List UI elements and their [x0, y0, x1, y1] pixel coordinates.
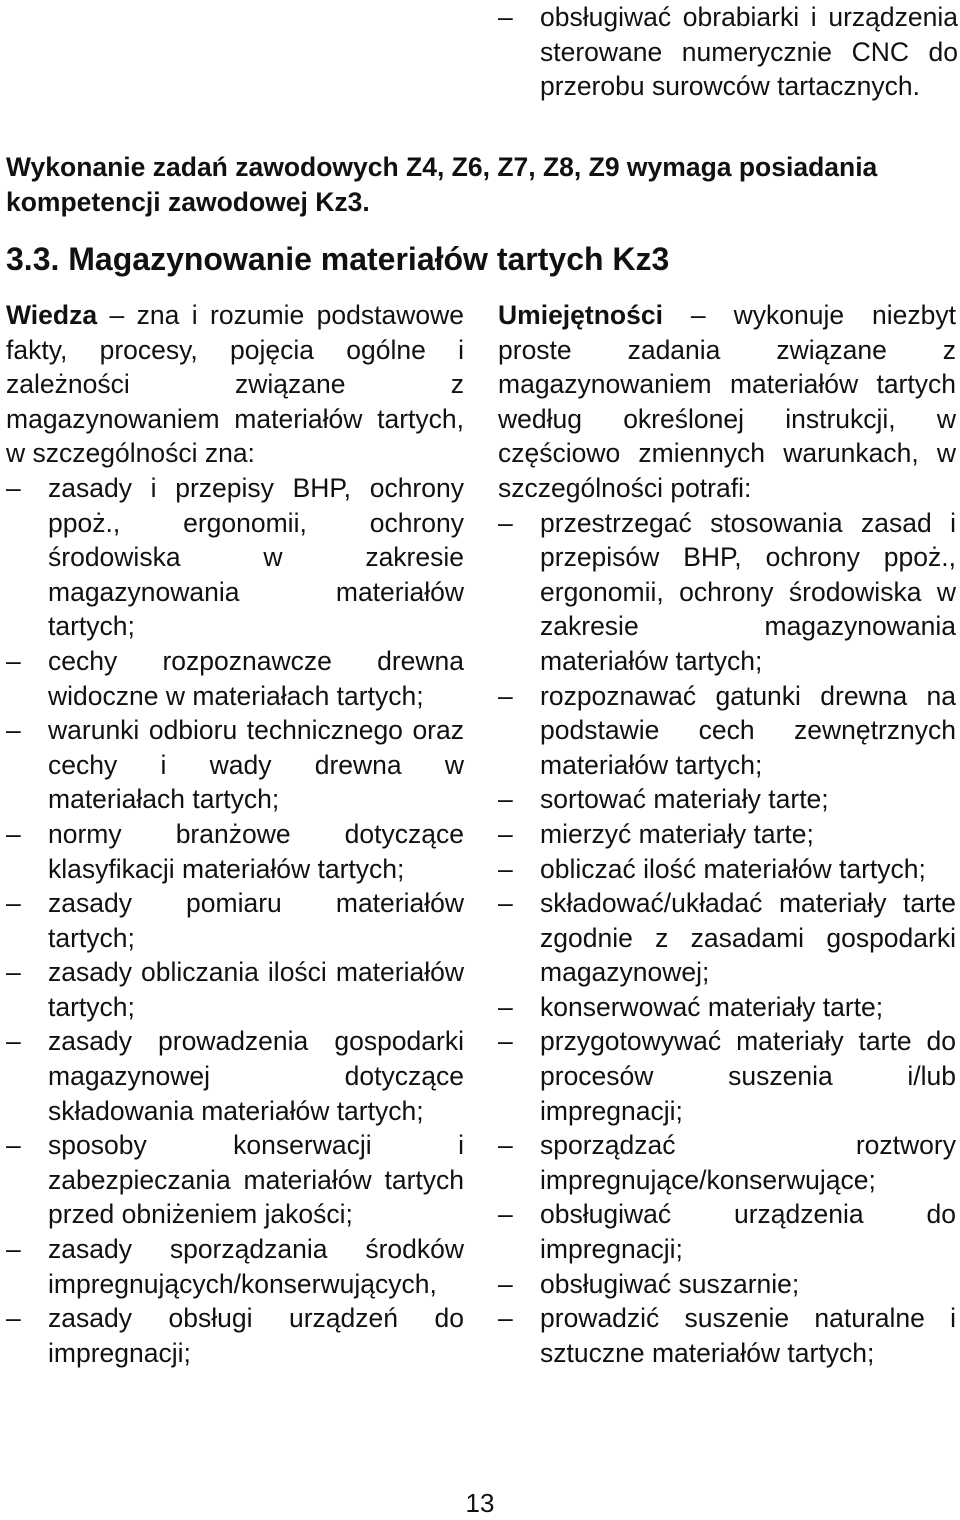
list-item-text: zasady sporządzania środków impregnujących/konserwujących, — [48, 1234, 464, 1299]
list-item — [6, 1128, 464, 1232]
list-item — [6, 955, 464, 1024]
dash-bullet: – — [498, 1130, 513, 1161]
list-item — [498, 1197, 956, 1266]
list-item-text: składować/układać materiały tarte zgodnie z zasadami gospodarki magazynowej; — [540, 888, 956, 988]
list-item — [6, 471, 464, 644]
list-item-text: zasady prowadzenia gospodarki magazynowej dotyczące składowania materiałów tartych; — [48, 1026, 464, 1126]
list-item — [6, 886, 464, 955]
knowledge-intro-text: zna i rozumie podstawowe fakty, procesy, pojęcia ogólne i zależności związane z magazynowaniem materiałów tartych, w szczególności zna: — [6, 300, 464, 469]
section-heading: 3.3. Magazynowanie materiałów tartych Kz3 — [6, 241, 670, 277]
list-item — [498, 1267, 956, 1302]
skills-intro — [498, 298, 956, 506]
list-item — [6, 817, 464, 886]
dash-bullet: – — [6, 957, 21, 988]
skills-list — [498, 506, 956, 1371]
requirement-sentence: Wykonanie zadań zawodowych Z4, Z6, Z7, Z8, Z9 wymaga posiadania kompetencji zawodowej Kz3. — [6, 152, 878, 217]
dash-bullet: – — [6, 645, 21, 676]
list-item-text: normy branżowe dotyczące klasyfikacji materiałów tartych; — [48, 818, 464, 884]
list-item — [6, 644, 464, 713]
dash-bullet: – — [6, 1303, 21, 1334]
list-item-text: mierzyć materiały tarte; — [540, 818, 814, 849]
list-item — [498, 990, 956, 1025]
list-item — [498, 852, 956, 887]
list-item — [498, 679, 956, 783]
list-item — [498, 0, 958, 104]
dash-bullet: – — [498, 818, 513, 849]
list-item — [498, 782, 956, 817]
dash-bullet: – — [498, 680, 513, 711]
list-item-text: cechy rozpoznawcze drewna widoczne w materiałach tartych; — [48, 645, 464, 711]
dash-bullet: – — [6, 1130, 21, 1161]
dash-bullet: – — [6, 818, 21, 849]
top-list — [498, 0, 958, 104]
dash-bullet: – — [498, 1199, 513, 1230]
dash-bullet: – — [498, 507, 513, 538]
list-item — [6, 1301, 464, 1370]
dash-bullet: – — [498, 853, 513, 884]
dash-bullet: – — [498, 784, 513, 815]
knowledge-list — [6, 471, 464, 1370]
list-item — [6, 713, 464, 817]
list-item — [498, 886, 956, 990]
list-item-text: zasady pomiaru materiałów tartych; — [48, 888, 464, 953]
list-item — [6, 1024, 464, 1128]
list-item-text: zasady obsługi urządzeń do impregnacji; — [48, 1303, 464, 1368]
skills-column — [498, 298, 956, 1370]
dash-bullet: – — [6, 1026, 21, 1057]
list-item-text: prowadzić suszenie naturalne i sztuczne materiałów tartych; — [540, 1303, 956, 1368]
knowledge-intro — [6, 298, 464, 471]
dash-bullet: – — [6, 472, 21, 503]
list-item-text: sporządzać roztwory impregnujące/konserwujące; — [540, 1130, 956, 1195]
list-item-text: sposoby konserwacji i zabezpieczania materiałów tartych przed obniżeniem jakości; — [48, 1130, 464, 1230]
dash-bullet: – — [498, 1268, 513, 1299]
list-item-text: obliczać ilość materiałów tartych; — [540, 853, 926, 884]
list-item-text: obsługiwać suszarnie; — [540, 1268, 800, 1299]
list-item — [6, 1232, 464, 1301]
list-item — [498, 1024, 956, 1128]
skills-intro-text: wykonuje niezbyt proste zadania związane z magazynowaniem materiałów tartych według określonej instrukcji, w częściowo zmiennych warunkach, w szczególności potrafi: — [498, 300, 956, 503]
list-item-text: warunki odbioru technicznego oraz cechy i wady drewna w materiałach tartych; — [48, 715, 464, 815]
list-item-text: sortować materiały tarte; — [540, 784, 829, 815]
dash-bullet: – — [6, 715, 21, 746]
dash-bullet: – — [6, 888, 21, 919]
list-item — [498, 1128, 956, 1197]
dash-bullet: – — [498, 991, 513, 1022]
list-item — [498, 817, 956, 852]
list-item-text: przygotowywać materiały tarte do procesów suszenia i/lub impregnacji; — [540, 1026, 956, 1126]
list-item-text: obsługiwać obrabiarki i urządzenia sterowane numerycznie CNC do przerobu surowców tartacznych. — [540, 2, 958, 102]
dash-bullet: – — [498, 1303, 513, 1334]
list-item-text: konserwować materiały tarte; — [540, 991, 884, 1022]
dash-bullet: – — [498, 2, 513, 32]
list-item-text: zasady obliczania ilości materiałów tartych; — [48, 957, 464, 1022]
dash-bullet: – — [498, 888, 513, 919]
dash-bullet: – — [6, 1234, 21, 1265]
knowledge-column — [6, 298, 464, 1370]
skills-label: Umiejętności — [498, 300, 663, 330]
knowledge-label: Wiedza — [6, 300, 98, 330]
list-item-text: zasady i przepisy BHP, ochrony ppoż., ergonomii, ochrony środowiska w zakresie magazynowania materiałów tartych; — [48, 472, 464, 642]
list-item — [498, 506, 956, 679]
page-number: 13 — [465, 1488, 495, 1518]
dash-separator: – — [690, 300, 706, 330]
list-item-text: przestrzegać stosowania zasad i przepisów BHP, ochrony ppoż., ergonomii, ochrony środowiska w zakresie magazynowania materiałów tartych; — [540, 507, 956, 676]
dash-separator: – — [109, 300, 125, 330]
list-item-text: rozpoznawać gatunki drewna na podstawie cech zewnętrznych materiałów tartych; — [540, 680, 956, 780]
list-item — [498, 1301, 956, 1370]
dash-bullet: – — [498, 1026, 513, 1057]
list-item-text: obsługiwać urządzenia do impregnacji; — [540, 1199, 956, 1265]
